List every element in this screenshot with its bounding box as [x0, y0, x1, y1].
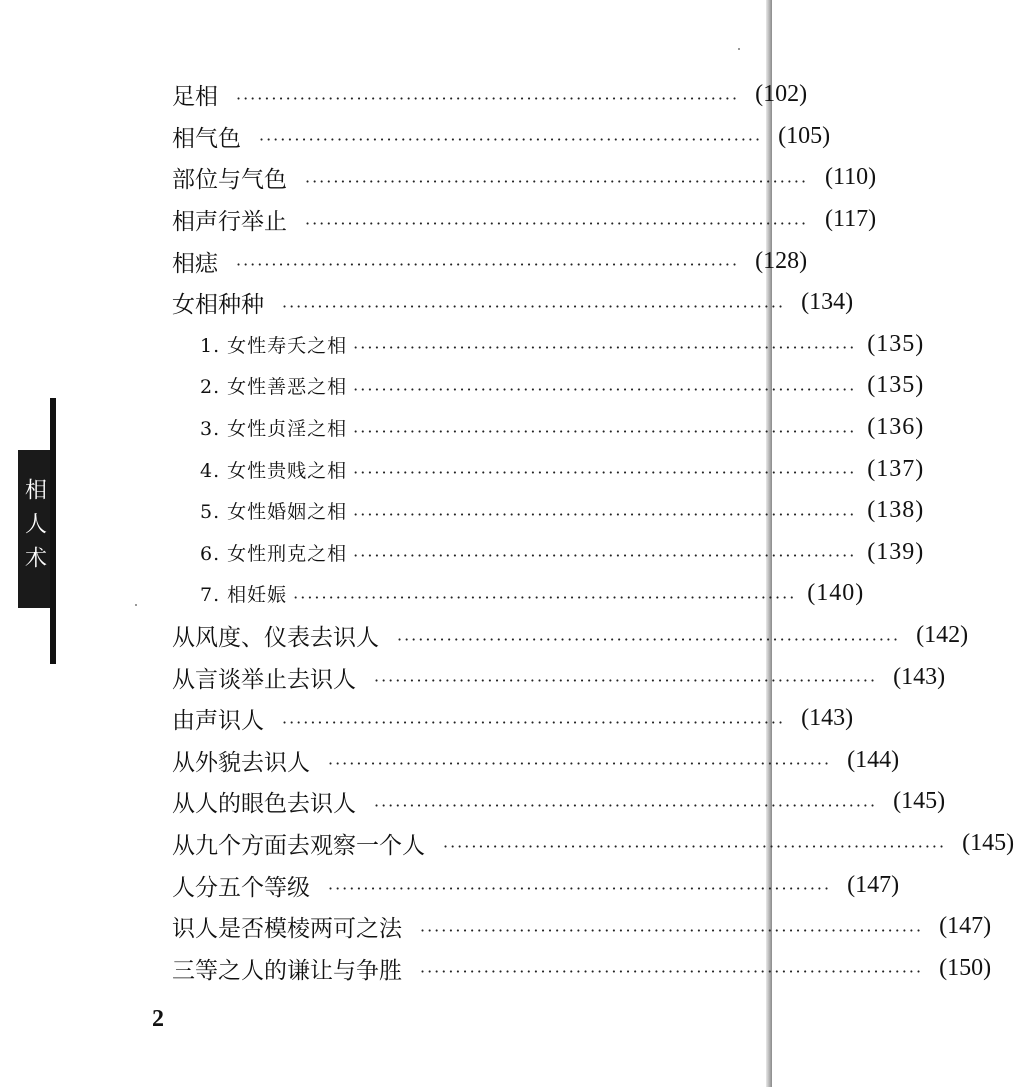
toc-entry-title: 从人的眼色去识人: [172, 791, 356, 818]
toc-subentry[interactable]: [172, 532, 925, 574]
toc-entry-title: 人分五个等级: [172, 874, 310, 901]
toc-entry-title: 7. 相妊娠: [200, 584, 288, 607]
toc-leader-dots: ·······································································: [305, 213, 809, 233]
toc-entry[interactable]: [172, 864, 900, 906]
toc-entry-page: (135): [867, 372, 925, 399]
toc-leader-dots: ·······································································: [353, 421, 857, 441]
toc-entry-page: (143): [893, 663, 946, 690]
toc-entry-title: 4. 女性贵贱之相: [200, 459, 348, 482]
toc-entry-page: (110): [825, 164, 877, 191]
toc-entry-page: (134): [801, 289, 854, 316]
side-tab-label: 相人术: [21, 478, 47, 580]
toc-entry-page: (145): [893, 788, 946, 815]
toc-entry[interactable]: [172, 740, 900, 782]
toc-entry-page: (138): [867, 497, 925, 524]
toc-leader-dots: ·······································································: [353, 546, 857, 566]
scan-speck: [135, 604, 137, 606]
toc-entry-title: 从风度、仪表去识人: [172, 625, 379, 652]
toc-entry[interactable]: [172, 615, 969, 657]
toc-leader-dots: ·······································································: [420, 920, 924, 940]
toc-entry[interactable]: [172, 199, 877, 241]
toc-entry-page: (140): [807, 580, 865, 607]
toc-entry[interactable]: [172, 282, 854, 324]
toc-entry-title: 相气色: [172, 125, 241, 152]
toc-entry-title: 从外貌去识人: [172, 749, 310, 776]
toc-entry-title: 三等之人的谦让与争胜: [172, 957, 402, 984]
toc-entry-page: (137): [867, 455, 925, 482]
toc-leader-dots: ·······································································: [353, 463, 857, 483]
toc-entry[interactable]: [172, 116, 831, 158]
toc-leader-dots: ·······································································: [282, 296, 786, 316]
toc-entry-page: (145): [962, 829, 1014, 856]
toc-entry-page: (147): [939, 913, 992, 940]
side-tab: [18, 450, 50, 608]
toc-leader-dots: ·······································································: [328, 879, 832, 899]
toc-leader-dots: ·······································································: [282, 712, 786, 732]
toc-subentry[interactable]: [172, 448, 925, 490]
toc-entry-page: (135): [867, 330, 925, 357]
toc-entry-page: (117): [825, 206, 877, 233]
toc-subentry[interactable]: [172, 324, 925, 366]
toc-entry-page: (102): [755, 81, 808, 108]
toc-entry-page: (128): [755, 247, 808, 274]
toc-leader-dots: ·······································································: [328, 754, 832, 774]
toc-entry-title: 3. 女性贞淫之相: [200, 418, 348, 441]
toc-subentry[interactable]: [172, 365, 925, 407]
toc-entry[interactable]: [172, 781, 946, 823]
toc-entry[interactable]: [172, 698, 854, 740]
toc-entry-title: 5. 女性婚姻之相: [200, 501, 348, 524]
toc-leader-dots: ·······································································: [443, 837, 947, 857]
toc-entry-title: 相声行举止: [172, 209, 287, 236]
toc-leader-dots: ·······································································: [236, 88, 740, 108]
toc-entry-title: 女相种种: [172, 292, 264, 319]
toc-entry-page: (142): [916, 622, 969, 649]
toc-entry-page: (136): [867, 414, 925, 441]
scan-speck: [738, 48, 740, 50]
toc-entry-page: (144): [847, 746, 900, 773]
toc-leader-dots: ·······································································: [353, 504, 857, 524]
toc-leader-dots: ·······································································: [305, 171, 809, 191]
toc-subentry[interactable]: [172, 490, 925, 532]
toc-entry-title: 1. 女性寿夭之相: [200, 334, 348, 357]
toc-entry-title: 部位与气色: [172, 167, 287, 194]
toc-leader-dots: ·······································································: [353, 338, 857, 358]
side-rule: [50, 398, 56, 664]
toc-entry[interactable]: [172, 157, 877, 199]
toc-leader-dots: ·······································································: [374, 795, 878, 815]
toc-entry-page: (139): [867, 538, 925, 565]
toc-entry-title: 2. 女性善恶之相: [200, 376, 348, 399]
toc-entry-title: 从九个方面去观察一个人: [172, 832, 425, 859]
toc-leader-dots: ·······································································: [259, 130, 763, 150]
toc-leader-dots: ·······································································: [236, 255, 740, 275]
toc-entry-title: 由声识人: [172, 708, 264, 735]
toc-entry-title: 从言谈举止去识人: [172, 666, 356, 693]
toc-entry[interactable]: [172, 947, 992, 989]
toc-leader-dots: ·······································································: [397, 629, 901, 649]
toc-entry-page: (147): [847, 871, 900, 898]
toc-entry[interactable]: [172, 656, 946, 698]
toc-entry[interactable]: [172, 906, 992, 948]
page-number: 2: [152, 1006, 164, 1032]
toc-entry-title: 相痣: [172, 250, 218, 277]
toc-entry-title: 6. 女性刑克之相: [200, 542, 348, 565]
toc-subentry[interactable]: [172, 573, 865, 615]
toc-leader-dots: ·······································································: [420, 962, 924, 982]
toc-entry-title: 足相: [172, 84, 218, 111]
toc-entry-page: (105): [778, 122, 831, 149]
toc-entry-page: (143): [801, 705, 854, 732]
toc-leader-dots: ·······································································: [374, 671, 878, 691]
toc-leader-dots: ·······································································: [293, 587, 797, 607]
table-of-contents: [172, 74, 1014, 989]
toc-entry[interactable]: [172, 823, 1014, 865]
toc-entry-title: 识人是否模棱两可之法: [172, 916, 402, 943]
toc-subentry[interactable]: [172, 407, 925, 449]
toc-leader-dots: ·······································································: [353, 379, 857, 399]
toc-entry-page: (150): [939, 954, 992, 981]
toc-entry[interactable]: [172, 240, 808, 282]
toc-entry[interactable]: [172, 74, 808, 116]
